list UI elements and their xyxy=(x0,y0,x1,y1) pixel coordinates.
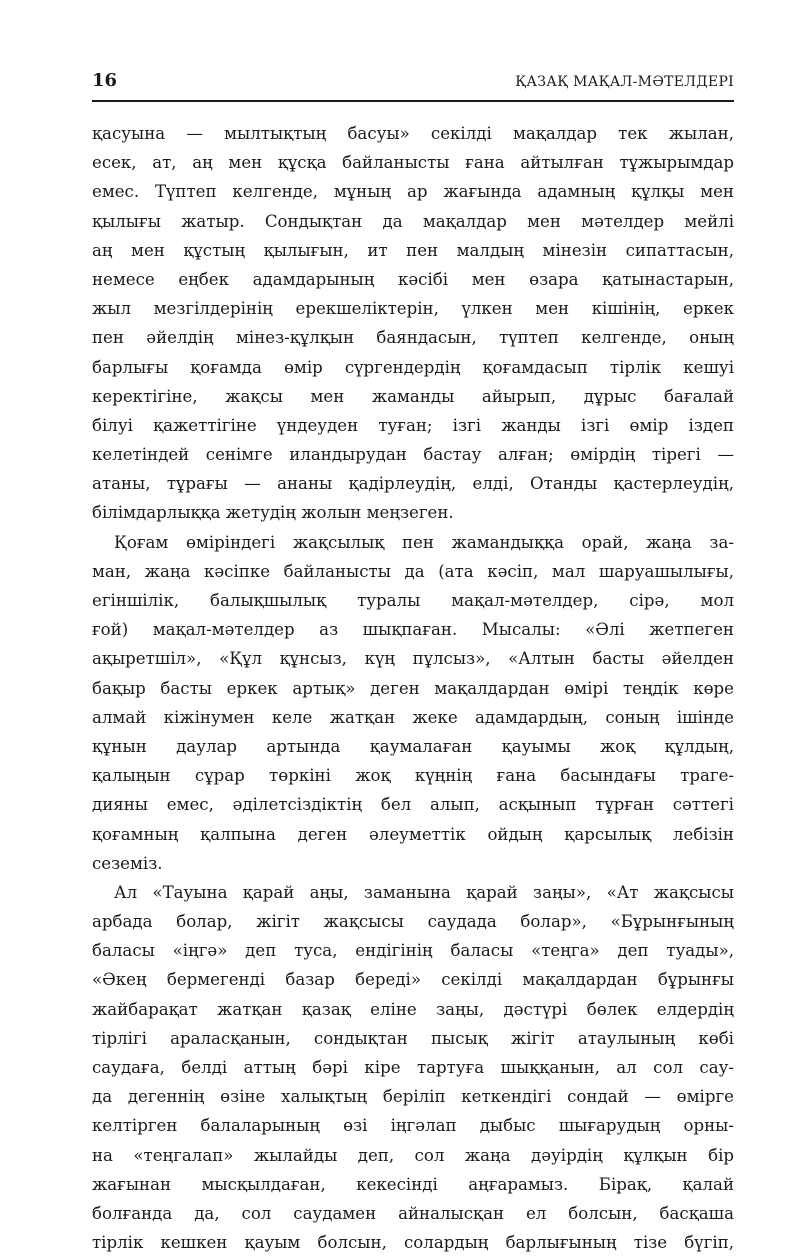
text-line: ақыретшіл», «Құл құнсыз, күң пұлсыз», «Алтын басты әйелден xyxy=(92,649,734,669)
paragraph xyxy=(92,878,734,1257)
body-text xyxy=(92,119,734,1257)
paragraph xyxy=(92,119,734,528)
text-line: болғанда да, сол саудамен айналысқан ел болсын, басқаша xyxy=(92,1203,734,1223)
book-title: ҚАЗАҚ МАҚАЛ-МӘТЕЛДЕРІ xyxy=(515,74,734,90)
text-line: пен әйелдің мінез-құлқын баяндасын, түптеп келгенде, оның xyxy=(92,328,734,348)
text-line: на «теңгалап» жылайды деп, сол жаңа дәуірдің құлқын бір xyxy=(92,1145,734,1165)
text-line: тірлігі араласқанын, сондықтан пысық жігіт атаулының көбі xyxy=(92,1028,734,1048)
text-line: қалыңын сұрар төркіні жоқ күңнің ғана басындағы траге- xyxy=(92,766,734,786)
text-line: келтірген балаларының өзі іңгәлап дыбыс шығарудың орны- xyxy=(92,1116,734,1136)
text-line: баласы «іңгә» деп туса, ендігінің баласы «теңга» деп туады», xyxy=(92,941,734,961)
text-line: Қоғам өміріндегі жақсылық пен жамандыққа орай, жаңа за- xyxy=(114,532,734,552)
text-line: құнын даулар артында қаумалаған қауымы жоқ құлдың, xyxy=(92,736,734,756)
text-line: бақыр басты еркек артық» деген мақалдардан өмірі теңдік көре xyxy=(92,678,734,698)
text-line: алмай кіжінумен келе жатқан жеке адамдардың, соның ішінде xyxy=(92,707,734,727)
text-line: білімдарлыққа жетудің жолын меңзеген. xyxy=(92,503,454,523)
text-line: саудаға, белді аттың бәрі кіре тартуға шыққанын, ал сол сау- xyxy=(92,1058,734,1077)
text-line: сеземіз. xyxy=(92,853,163,873)
text-line: керектігіне, жақсы мен жаманды айырып, дұрыс бағалай xyxy=(92,386,734,406)
text-line: жайбарақат жатқан қазақ еліне заңы, дәстүрі бөлек елдердің xyxy=(92,999,734,1019)
text-line: қылығы жатыр. Сондықтан да мақалдар мен мәтелдер мейлі xyxy=(92,211,734,231)
paragraph xyxy=(92,528,734,878)
text-line: атаны, тұрағы — ананы қадірлеудің, елді, Отанды қастерлеудің, xyxy=(92,474,734,494)
text-line: дияны емес, әділетсіздіктің бел алып, асқынып тұрған сәттегі xyxy=(92,795,734,815)
book-page xyxy=(92,70,734,1257)
text-line: есек, ат, аң мен құсқа байланысты ғана айтылған тұжырымдар xyxy=(92,153,734,173)
text-line: да дегеннің өзіне халықтың беріліп кеткендігі сондай — өмірге xyxy=(92,1087,734,1107)
text-line: барлығы қоғамда өмір сүргендердің қоғамдасып тірлік кешуі xyxy=(92,357,734,377)
text-line: жыл мезгілдерінің ерекшеліктерін, үлкен мен кішінің, еркек xyxy=(92,299,734,319)
text-line: ман, жаңа кәсіпке байланысты да (ата кәсіп, мал шаруашылығы, xyxy=(92,561,734,581)
running-header xyxy=(92,70,734,102)
text-line: қоғамның қалпына деген әлеуметтік ойдың қарсылық лебізін xyxy=(92,824,734,844)
text-line: аң мен құстың қылығын, ит пен малдың мінезін сипаттасын, xyxy=(92,240,734,260)
text-line: Ал «Тауына қарай аңы, заманына қарай заңы», «Ат жақсысы xyxy=(114,882,734,902)
text-line: немесе еңбек адамдарының кәсібі мен өзара қатынастарын, xyxy=(92,269,734,289)
text-line: «Әкең бермегенді базар береді» секілді мақалдардан бұрынғы xyxy=(92,970,734,990)
text-line: келетіндей сенімге иландырудан бастау алған; өмірдің тірегі — xyxy=(92,445,734,465)
text-line: жағынан мысқылдаған, кекесінді аңғарамыз. Бірақ, қалай xyxy=(92,1174,734,1194)
text-line: қасуына — мылтықтың басуы» секілді мақалдар тек жылан, xyxy=(92,124,734,143)
text-line: тірлік кешкен қауым болсын, солардың барлығының тізе бүгіп, xyxy=(92,1233,734,1253)
page-number: 16 xyxy=(92,70,118,91)
text-line: арбада болар, жігіт жақсысы саудада болар», «Бұрынғының xyxy=(92,912,734,932)
text-line: ғой) мақал-мәтелдер аз шықпаған. Мысалы: «Әлі жетпеген xyxy=(92,620,734,640)
text-line: білуі қажеттігіне үндеуден туған; ізгі жанды ізгі өмір іздеп xyxy=(92,415,734,435)
text-line: егіншілік, балықшылық туралы мақал-мәтелдер, сірә, мол xyxy=(92,591,734,610)
text-line: емес. Түптеп келгенде, мұның ар жағында адамның құлқы мен xyxy=(92,182,734,202)
